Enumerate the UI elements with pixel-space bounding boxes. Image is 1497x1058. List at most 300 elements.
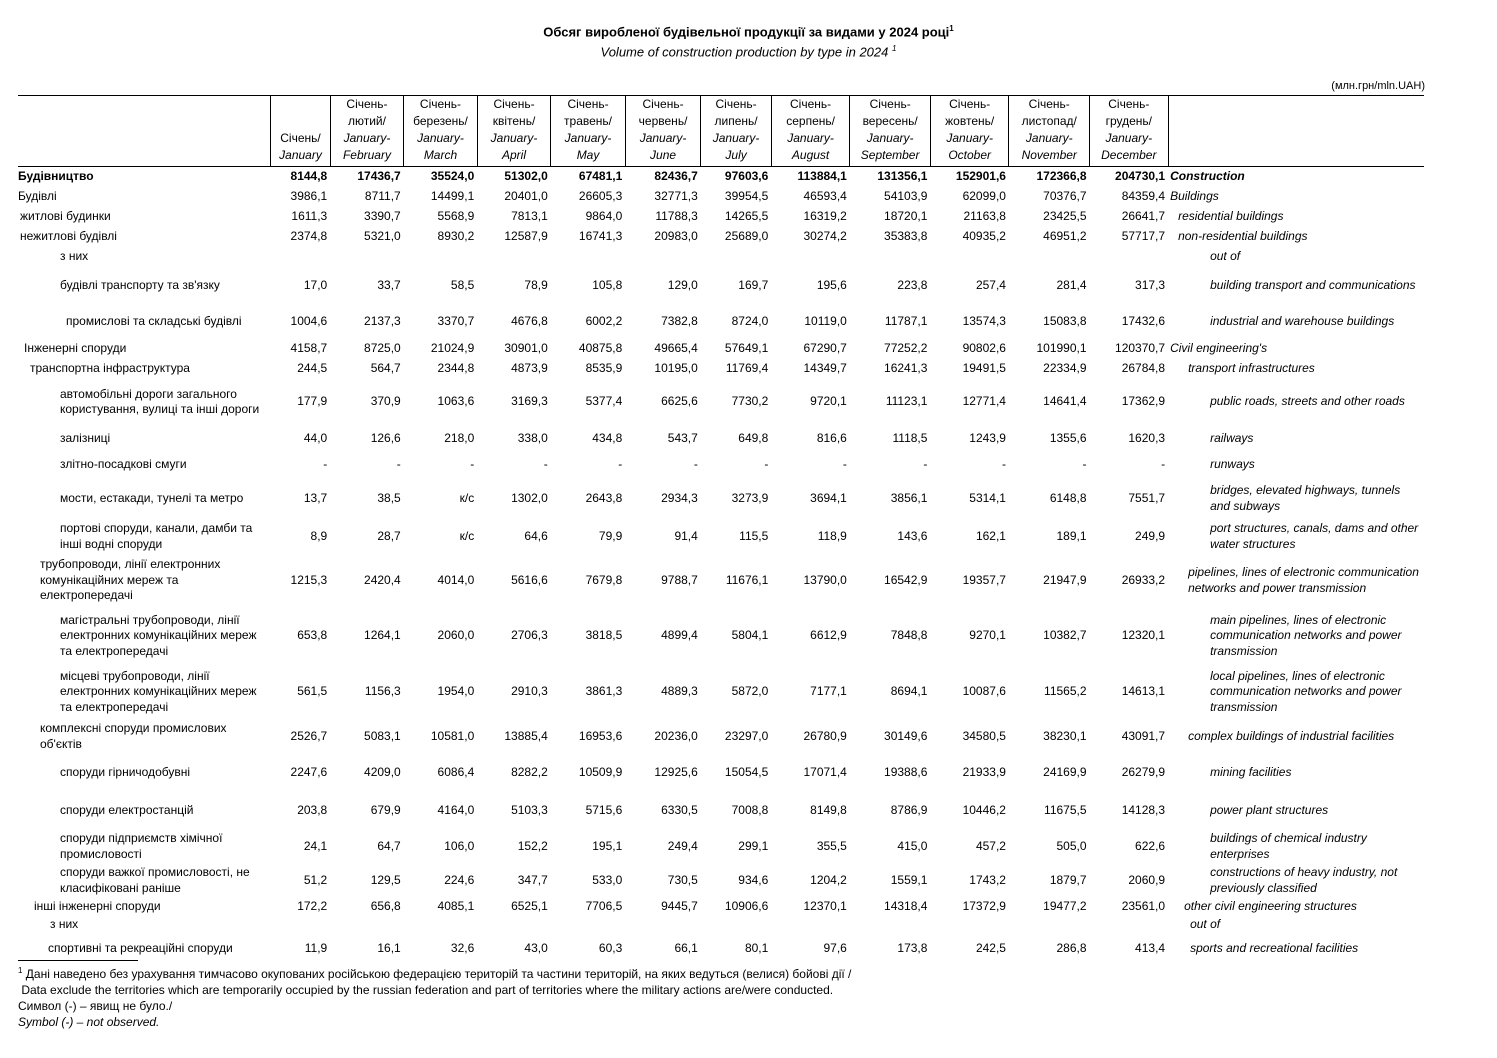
value-cell: 533,0 xyxy=(592,872,623,887)
value-cell: 1063,6 xyxy=(437,394,475,409)
row-label-uk: споруди гірничодобувні xyxy=(60,764,191,779)
value-cell: 317,3 xyxy=(1135,277,1166,292)
value-cell xyxy=(477,247,551,268)
column-header-line: Січень- xyxy=(642,97,684,111)
value-cell xyxy=(701,247,772,268)
column-header-line: лютий/ xyxy=(347,114,386,128)
value-cell: 1620,3 xyxy=(1128,430,1166,445)
row-label-uk: з них xyxy=(50,916,79,931)
table-row xyxy=(18,426,1424,452)
column-header xyxy=(551,96,626,167)
value-cell: 26641,7 xyxy=(1121,208,1166,223)
column-header-line: October xyxy=(948,148,992,162)
column-header-line: липень/ xyxy=(714,114,758,128)
column-header xyxy=(1009,96,1090,167)
value-cell: 40875,8 xyxy=(578,341,623,356)
value-cell: 101990,1 xyxy=(1036,341,1087,356)
row-label-en: port structures, canals, dams and other water structures xyxy=(1210,521,1419,551)
value-cell: 11565,2 xyxy=(1044,684,1087,699)
value-cell xyxy=(625,247,701,268)
column-header-line: травень/ xyxy=(564,114,613,128)
value-cell: 54103,9 xyxy=(884,188,928,203)
value-cell: 26780,9 xyxy=(803,728,847,743)
value-cell: 49665,4 xyxy=(654,341,698,356)
value-cell: 281,4 xyxy=(1056,277,1087,292)
column-header-line: January- xyxy=(787,131,834,145)
column-header-line: July xyxy=(725,148,747,162)
row-label-en: non-residential buildings xyxy=(1178,228,1308,243)
value-cell: 14128,3 xyxy=(1121,802,1166,817)
value-cell xyxy=(271,917,330,933)
value-cell: 11676,1 xyxy=(725,572,769,587)
value-cell: 6612,9 xyxy=(810,628,847,643)
title-ukrainian xyxy=(0,24,1497,39)
value-cell: 21947,9 xyxy=(1043,572,1087,587)
row-label-en: out of xyxy=(1210,249,1241,264)
value-cell xyxy=(271,247,330,268)
value-cell: 11123,1 xyxy=(885,394,928,409)
value-cell: 10906,6 xyxy=(724,899,769,914)
value-cell: 19357,7 xyxy=(962,572,1006,587)
value-cell: 2060,0 xyxy=(437,628,475,643)
column-header-line: February xyxy=(342,148,391,162)
value-cell: 44,0 xyxy=(303,430,328,445)
value-cell: 6148,8 xyxy=(1049,490,1087,505)
value-cell: 1215,3 xyxy=(290,572,328,587)
value-cell: 3169,3 xyxy=(511,394,548,409)
value-cell: 66,1 xyxy=(674,940,698,955)
value-cell xyxy=(1090,917,1169,933)
value-cell: 30149,6 xyxy=(884,728,928,743)
value-cell: 5103,3 xyxy=(511,802,548,817)
value-cell: 622,6 xyxy=(1135,838,1166,853)
value-cell: 7706,5 xyxy=(585,899,623,914)
value-cell: 7382,8 xyxy=(661,313,698,328)
row-label-uk: портові споруди, канали, дамби та інші водні споруди xyxy=(60,521,253,551)
value-cell: 14641,4 xyxy=(1043,394,1087,409)
value-cell: - xyxy=(1161,456,1166,471)
value-cell: 40935,2 xyxy=(962,228,1006,243)
value-cell: 3818,5 xyxy=(585,628,623,643)
row-label-uk: промислові та складські будівлі xyxy=(66,313,242,328)
column-header-line: Січень- xyxy=(790,97,832,111)
table-row xyxy=(18,554,1424,608)
value-cell: 26279,9 xyxy=(1121,764,1166,779)
table-row xyxy=(18,227,1424,247)
value-cell: 5083,1 xyxy=(364,728,401,743)
column-header-line: December xyxy=(1101,148,1157,162)
footnote-symbol-uk: Символ (-) – явищ не було./ xyxy=(18,999,173,1013)
value-cell: 21024,9 xyxy=(430,341,475,356)
value-cell: 8694,1 xyxy=(890,684,928,699)
value-cell: 13574,3 xyxy=(962,313,1006,328)
table-row xyxy=(18,792,1424,830)
value-cell: 3986,1 xyxy=(290,188,328,203)
value-cell: 129,5 xyxy=(370,872,401,887)
value-cell: 5804,1 xyxy=(731,628,769,643)
value-cell: 14499,1 xyxy=(430,188,475,203)
value-cell: 543,7 xyxy=(667,430,698,445)
value-cell: 19491,5 xyxy=(962,360,1006,375)
value-cell: 8930,2 xyxy=(437,228,475,243)
title-english xyxy=(0,44,1497,59)
table-row xyxy=(18,304,1424,340)
value-cell: - xyxy=(396,456,401,471)
value-cell: 16241,3 xyxy=(884,360,928,375)
value-cell xyxy=(1009,917,1090,933)
value-cell: 13885,4 xyxy=(504,728,548,743)
row-label-uk: Інженерні споруди xyxy=(24,341,127,356)
row-label-en: main pipelines, lines of electronic communication networks and power transmission xyxy=(1210,612,1402,658)
value-cell: 5314,1 xyxy=(969,490,1006,505)
value-cell: 2420,4 xyxy=(364,572,401,587)
table-row xyxy=(18,207,1424,227)
value-cell: 106,0 xyxy=(444,838,475,853)
value-cell: 8711,7 xyxy=(364,188,401,203)
row-label-uk: транспортна інфраструктура xyxy=(30,360,190,375)
value-cell: 28,7 xyxy=(377,528,401,543)
header-label-column xyxy=(18,96,271,167)
table-row xyxy=(18,864,1424,898)
value-cell: 18720,1 xyxy=(884,208,928,223)
value-cell: 115,5 xyxy=(739,528,769,543)
column-header-line: Січень- xyxy=(1028,97,1070,111)
table-row xyxy=(18,247,1424,268)
value-cell: 564,7 xyxy=(370,360,401,375)
value-cell: 1302,0 xyxy=(511,490,548,505)
value-cell: 3856,1 xyxy=(890,490,928,505)
value-cell: 370,9 xyxy=(370,394,401,409)
value-cell: 561,5 xyxy=(297,684,328,699)
value-cell: 173,8 xyxy=(897,940,928,955)
value-cell: 4889,3 xyxy=(661,684,698,699)
value-cell: 5715,6 xyxy=(585,802,623,817)
table-row xyxy=(18,478,1424,520)
value-cell xyxy=(404,917,478,933)
value-cell: 23425,5 xyxy=(1043,208,1087,223)
column-header-line: September xyxy=(860,148,920,162)
value-cell: 10509,9 xyxy=(578,764,623,779)
value-cell xyxy=(330,917,404,933)
row-label-en: pipelines, lines of electronic communication networks and power transmission xyxy=(1188,565,1419,595)
table-body xyxy=(18,167,1424,965)
value-cell: 14613,1 xyxy=(1121,684,1166,699)
value-cell: 4873,9 xyxy=(511,360,548,375)
column-header-line: Січень- xyxy=(1108,97,1150,111)
value-cell: 13,7 xyxy=(303,490,328,505)
value-cell: 3273,9 xyxy=(731,490,769,505)
value-cell: 2643,8 xyxy=(585,490,623,505)
column-header-line: Січень/ xyxy=(280,131,321,145)
value-cell: 19388,6 xyxy=(884,764,928,779)
value-cell: 204730,1 xyxy=(1115,169,1166,183)
value-cell: 11675,5 xyxy=(1044,802,1087,817)
value-cell: 30274,2 xyxy=(803,228,847,243)
row-label-en: industrial and warehouse buildings xyxy=(1210,313,1395,328)
value-cell: 43,0 xyxy=(524,940,548,955)
value-cell: 203,8 xyxy=(297,802,328,817)
row-label-uk: місцеві трубопроводи, лінії електронних комунікаційних мереж та електропередачі xyxy=(60,668,257,714)
value-cell: 679,9 xyxy=(370,802,401,817)
table-row xyxy=(18,452,1424,478)
value-cell: 653,8 xyxy=(297,628,328,643)
value-cell: 64,6 xyxy=(524,528,548,543)
value-cell: 162,1 xyxy=(975,528,1006,543)
value-cell: 30901,0 xyxy=(504,341,548,356)
row-label-en: bridges, elevated highways, tunnels and subways xyxy=(1210,483,1401,513)
value-cell: 70376,7 xyxy=(1043,188,1087,203)
value-cell: 51,2 xyxy=(303,872,328,887)
value-cell: 16542,9 xyxy=(884,572,928,587)
value-cell xyxy=(477,917,551,933)
value-cell: 11,9 xyxy=(304,940,328,955)
value-cell: 7730,2 xyxy=(731,394,769,409)
value-cell: 10087,6 xyxy=(962,684,1006,699)
value-cell: 62099,0 xyxy=(962,188,1006,203)
value-cell: 7679,8 xyxy=(585,572,623,587)
value-cell: 1004,6 xyxy=(290,313,328,328)
column-header xyxy=(271,96,330,167)
value-cell: 1204,2 xyxy=(810,872,847,887)
value-cell: 20236,0 xyxy=(654,728,698,743)
title-uk-text: Обсяг виробленої будівельної продукції за видами у 2024 році xyxy=(543,24,950,40)
column-header-line: January- xyxy=(946,131,994,145)
value-cell: 152901,6 xyxy=(955,169,1006,183)
row-label-en: power plant structures xyxy=(1210,802,1329,817)
value-cell: 24169,9 xyxy=(1043,764,1087,779)
value-cell: 82436,7 xyxy=(654,169,698,183)
value-cell: 11788,3 xyxy=(655,208,698,223)
row-label-uk: житлові будинки xyxy=(20,208,111,223)
value-cell: 2526,7 xyxy=(290,728,328,743)
table-row xyxy=(18,830,1424,864)
column-header xyxy=(771,96,850,167)
value-cell: 97603,6 xyxy=(724,169,769,183)
column-header-line: червень/ xyxy=(638,114,688,128)
table-row xyxy=(18,268,1424,304)
row-label-uk: з них xyxy=(60,249,89,264)
value-cell: 9788,7 xyxy=(661,572,698,587)
row-label-en: other civil engineering structures xyxy=(1184,899,1357,914)
value-cell: 16953,6 xyxy=(578,728,623,743)
value-cell: 4899,4 xyxy=(661,628,698,643)
value-cell: 3390,7 xyxy=(364,208,401,223)
footnote-mark: 1 xyxy=(18,966,23,975)
column-header-line: листопад/ xyxy=(1021,114,1077,128)
row-label-en: complex buildings of industrial facilities xyxy=(1188,728,1395,743)
table-row xyxy=(18,359,1424,379)
value-cell: 457,2 xyxy=(975,838,1006,853)
value-cell: 2934,3 xyxy=(661,490,698,505)
row-label-uk: будівлі транспорту та зв'язку xyxy=(60,277,220,292)
value-cell: 39954,5 xyxy=(724,188,769,203)
column-header-line: жовтень/ xyxy=(945,114,995,128)
value-cell: 218,0 xyxy=(444,430,475,445)
value-cell: 4209,0 xyxy=(364,764,401,779)
value-cell: 434,8 xyxy=(592,430,623,445)
value-cell: 1355,6 xyxy=(1049,430,1087,445)
value-cell: 17436,7 xyxy=(357,169,401,183)
column-header-line: January- xyxy=(564,131,612,145)
value-cell: 5616,6 xyxy=(511,572,548,587)
value-cell: 10581,0 xyxy=(430,728,475,743)
row-label-en: residential buildings xyxy=(1178,208,1284,223)
value-cell: 58,5 xyxy=(450,277,475,292)
column-header-line: August xyxy=(791,148,830,162)
column-header xyxy=(404,96,478,167)
value-cell: 9720,1 xyxy=(810,394,847,409)
value-cell: 24,1 xyxy=(303,838,328,853)
value-cell: 8725,0 xyxy=(364,341,401,356)
value-cell: 51302,0 xyxy=(504,169,548,183)
row-label-uk: Будівництво xyxy=(18,169,94,183)
column-header xyxy=(330,96,404,167)
value-cell: 17362,9 xyxy=(1121,394,1166,409)
value-cell: 129,0 xyxy=(667,277,698,292)
row-label-en: Construction xyxy=(1170,169,1245,183)
value-cell: 12925,6 xyxy=(654,764,698,779)
value-cell: 12370,1 xyxy=(803,899,847,914)
value-cell xyxy=(930,247,1009,268)
value-cell: 6086,4 xyxy=(437,764,475,779)
value-cell: 19477,2 xyxy=(1043,899,1087,914)
column-header-line: Січень- xyxy=(493,97,535,111)
footnote-1-en xyxy=(18,982,851,998)
value-cell: 2910,3 xyxy=(511,684,548,699)
value-cell: 338,0 xyxy=(517,430,548,445)
column-header xyxy=(477,96,551,167)
value-cell: 9270,1 xyxy=(969,628,1006,643)
value-cell: 6525,1 xyxy=(511,899,548,914)
column-header xyxy=(1090,96,1169,167)
column-header-line: June xyxy=(650,148,677,162)
row-label-uk: мости, естакади, тунелі та метро xyxy=(60,490,244,505)
value-cell: 12587,9 xyxy=(504,228,548,243)
value-cell xyxy=(1009,247,1090,268)
value-cell: 934,6 xyxy=(738,872,769,887)
value-cell: 26933,2 xyxy=(1121,572,1166,587)
footnote-1-uk-text: Дані наведено без урахування тимчасово окупованих російською федерацією територій та частини територій, на яких ведуться (велися) бойові дії / xyxy=(25,967,852,981)
value-cell: 2137,3 xyxy=(364,313,401,328)
value-cell: 249,4 xyxy=(667,838,698,853)
value-cell: 4676,8 xyxy=(511,313,548,328)
value-cell: 20401,0 xyxy=(504,188,548,203)
value-cell: 2060,9 xyxy=(1128,872,1166,887)
value-cell: 12771,4 xyxy=(962,394,1006,409)
value-cell: 10195,0 xyxy=(654,360,698,375)
column-header-line: April xyxy=(502,148,527,162)
row-label-en: railways xyxy=(1210,430,1254,445)
value-cell: 7813,1 xyxy=(511,208,548,223)
value-cell: 169,7 xyxy=(738,277,769,292)
row-label-en: transport infrastructures xyxy=(1188,360,1315,375)
value-cell: 257,4 xyxy=(975,277,1006,292)
value-cell: 5377,4 xyxy=(585,394,623,409)
value-cell: 4164,0 xyxy=(437,802,475,817)
value-cell xyxy=(771,917,850,933)
footnote-1-uk xyxy=(18,963,851,982)
value-cell: 97,6 xyxy=(823,940,847,955)
value-cell: 249,9 xyxy=(1135,528,1166,543)
value-cell: 152,2 xyxy=(517,838,548,853)
value-cell: - xyxy=(618,456,623,471)
row-label-uk: спортивні та рекреаційні споруди xyxy=(48,940,233,955)
value-cell: 299,1 xyxy=(738,838,769,853)
column-header-line: January- xyxy=(417,131,464,145)
value-cell: 5321,0 xyxy=(364,228,401,243)
column-header-line: Січень- xyxy=(949,97,991,111)
value-cell: 113884,1 xyxy=(797,169,847,183)
value-cell: 8535,9 xyxy=(585,360,623,375)
value-cell: 2374,8 xyxy=(290,228,328,243)
table-row xyxy=(18,754,1424,792)
table-row xyxy=(18,665,1424,720)
value-cell: 5568,9 xyxy=(437,208,475,223)
value-cell: 195,6 xyxy=(816,277,847,292)
value-cell: 34580,5 xyxy=(962,728,1006,743)
value-cell: 78,9 xyxy=(524,277,548,292)
row-label-uk: споруди важкої промисловості, не класифіковані раніше xyxy=(60,865,250,895)
value-cell: 17071,4 xyxy=(803,764,847,779)
row-label-en: sports and recreational facilities xyxy=(1190,940,1359,955)
row-label-uk: трубопроводи, лінії електронних комунікаційних мереж та електропередачі xyxy=(40,557,221,603)
table-row xyxy=(18,340,1424,359)
value-cell xyxy=(701,917,772,933)
value-cell: 118,9 xyxy=(817,528,847,543)
value-cell: 1156,3 xyxy=(364,684,401,699)
row-label-uk: Будівлі xyxy=(18,188,57,203)
value-cell: 21933,9 xyxy=(962,764,1006,779)
column-header-line: January- xyxy=(712,131,760,145)
value-cell: 7848,8 xyxy=(890,628,928,643)
row-label-en: Buildings xyxy=(1170,188,1219,203)
value-cell: 7551,7 xyxy=(1128,490,1166,505)
value-cell: 656,8 xyxy=(370,899,401,914)
value-cell: 16,1 xyxy=(377,940,401,955)
value-cell: - xyxy=(693,456,698,471)
value-cell: 7177,1 xyxy=(810,684,847,699)
value-cell: 649,8 xyxy=(738,430,769,445)
value-cell: - xyxy=(842,456,847,471)
row-label-uk: комплексні споруди промислових об'єктів xyxy=(40,721,227,751)
value-cell: - xyxy=(543,456,548,471)
value-cell xyxy=(771,247,850,268)
footnote-divider xyxy=(18,960,138,961)
value-cell: 4085,1 xyxy=(437,899,475,914)
value-cell: 79,9 xyxy=(598,528,623,543)
column-header-line: серпень/ xyxy=(786,114,835,128)
value-cell: 80,1 xyxy=(744,940,769,955)
value-cell: 9445,7 xyxy=(661,899,698,914)
row-label-en: buildings of chemical industry enterprises xyxy=(1210,831,1367,861)
value-cell: 413,4 xyxy=(1135,940,1166,955)
value-cell: 2344,8 xyxy=(437,360,475,375)
value-cell: 816,6 xyxy=(816,430,847,445)
value-cell: 84359,4 xyxy=(1121,188,1166,203)
value-cell: 9864,0 xyxy=(585,208,623,223)
value-cell: 1743,2 xyxy=(969,872,1006,887)
value-cell: 126,6 xyxy=(370,430,401,445)
value-cell: 1264,1 xyxy=(364,628,401,643)
row-label-en: public roads, streets and other roads xyxy=(1210,394,1405,409)
value-cell: 38,5 xyxy=(377,490,401,505)
value-cell: 20983,0 xyxy=(654,228,698,243)
value-cell xyxy=(850,247,931,268)
value-cell: к/с xyxy=(459,490,475,505)
value-cell: 25689,0 xyxy=(724,228,769,243)
value-cell: 46593,4 xyxy=(803,188,847,203)
value-cell: 14265,5 xyxy=(724,208,769,223)
